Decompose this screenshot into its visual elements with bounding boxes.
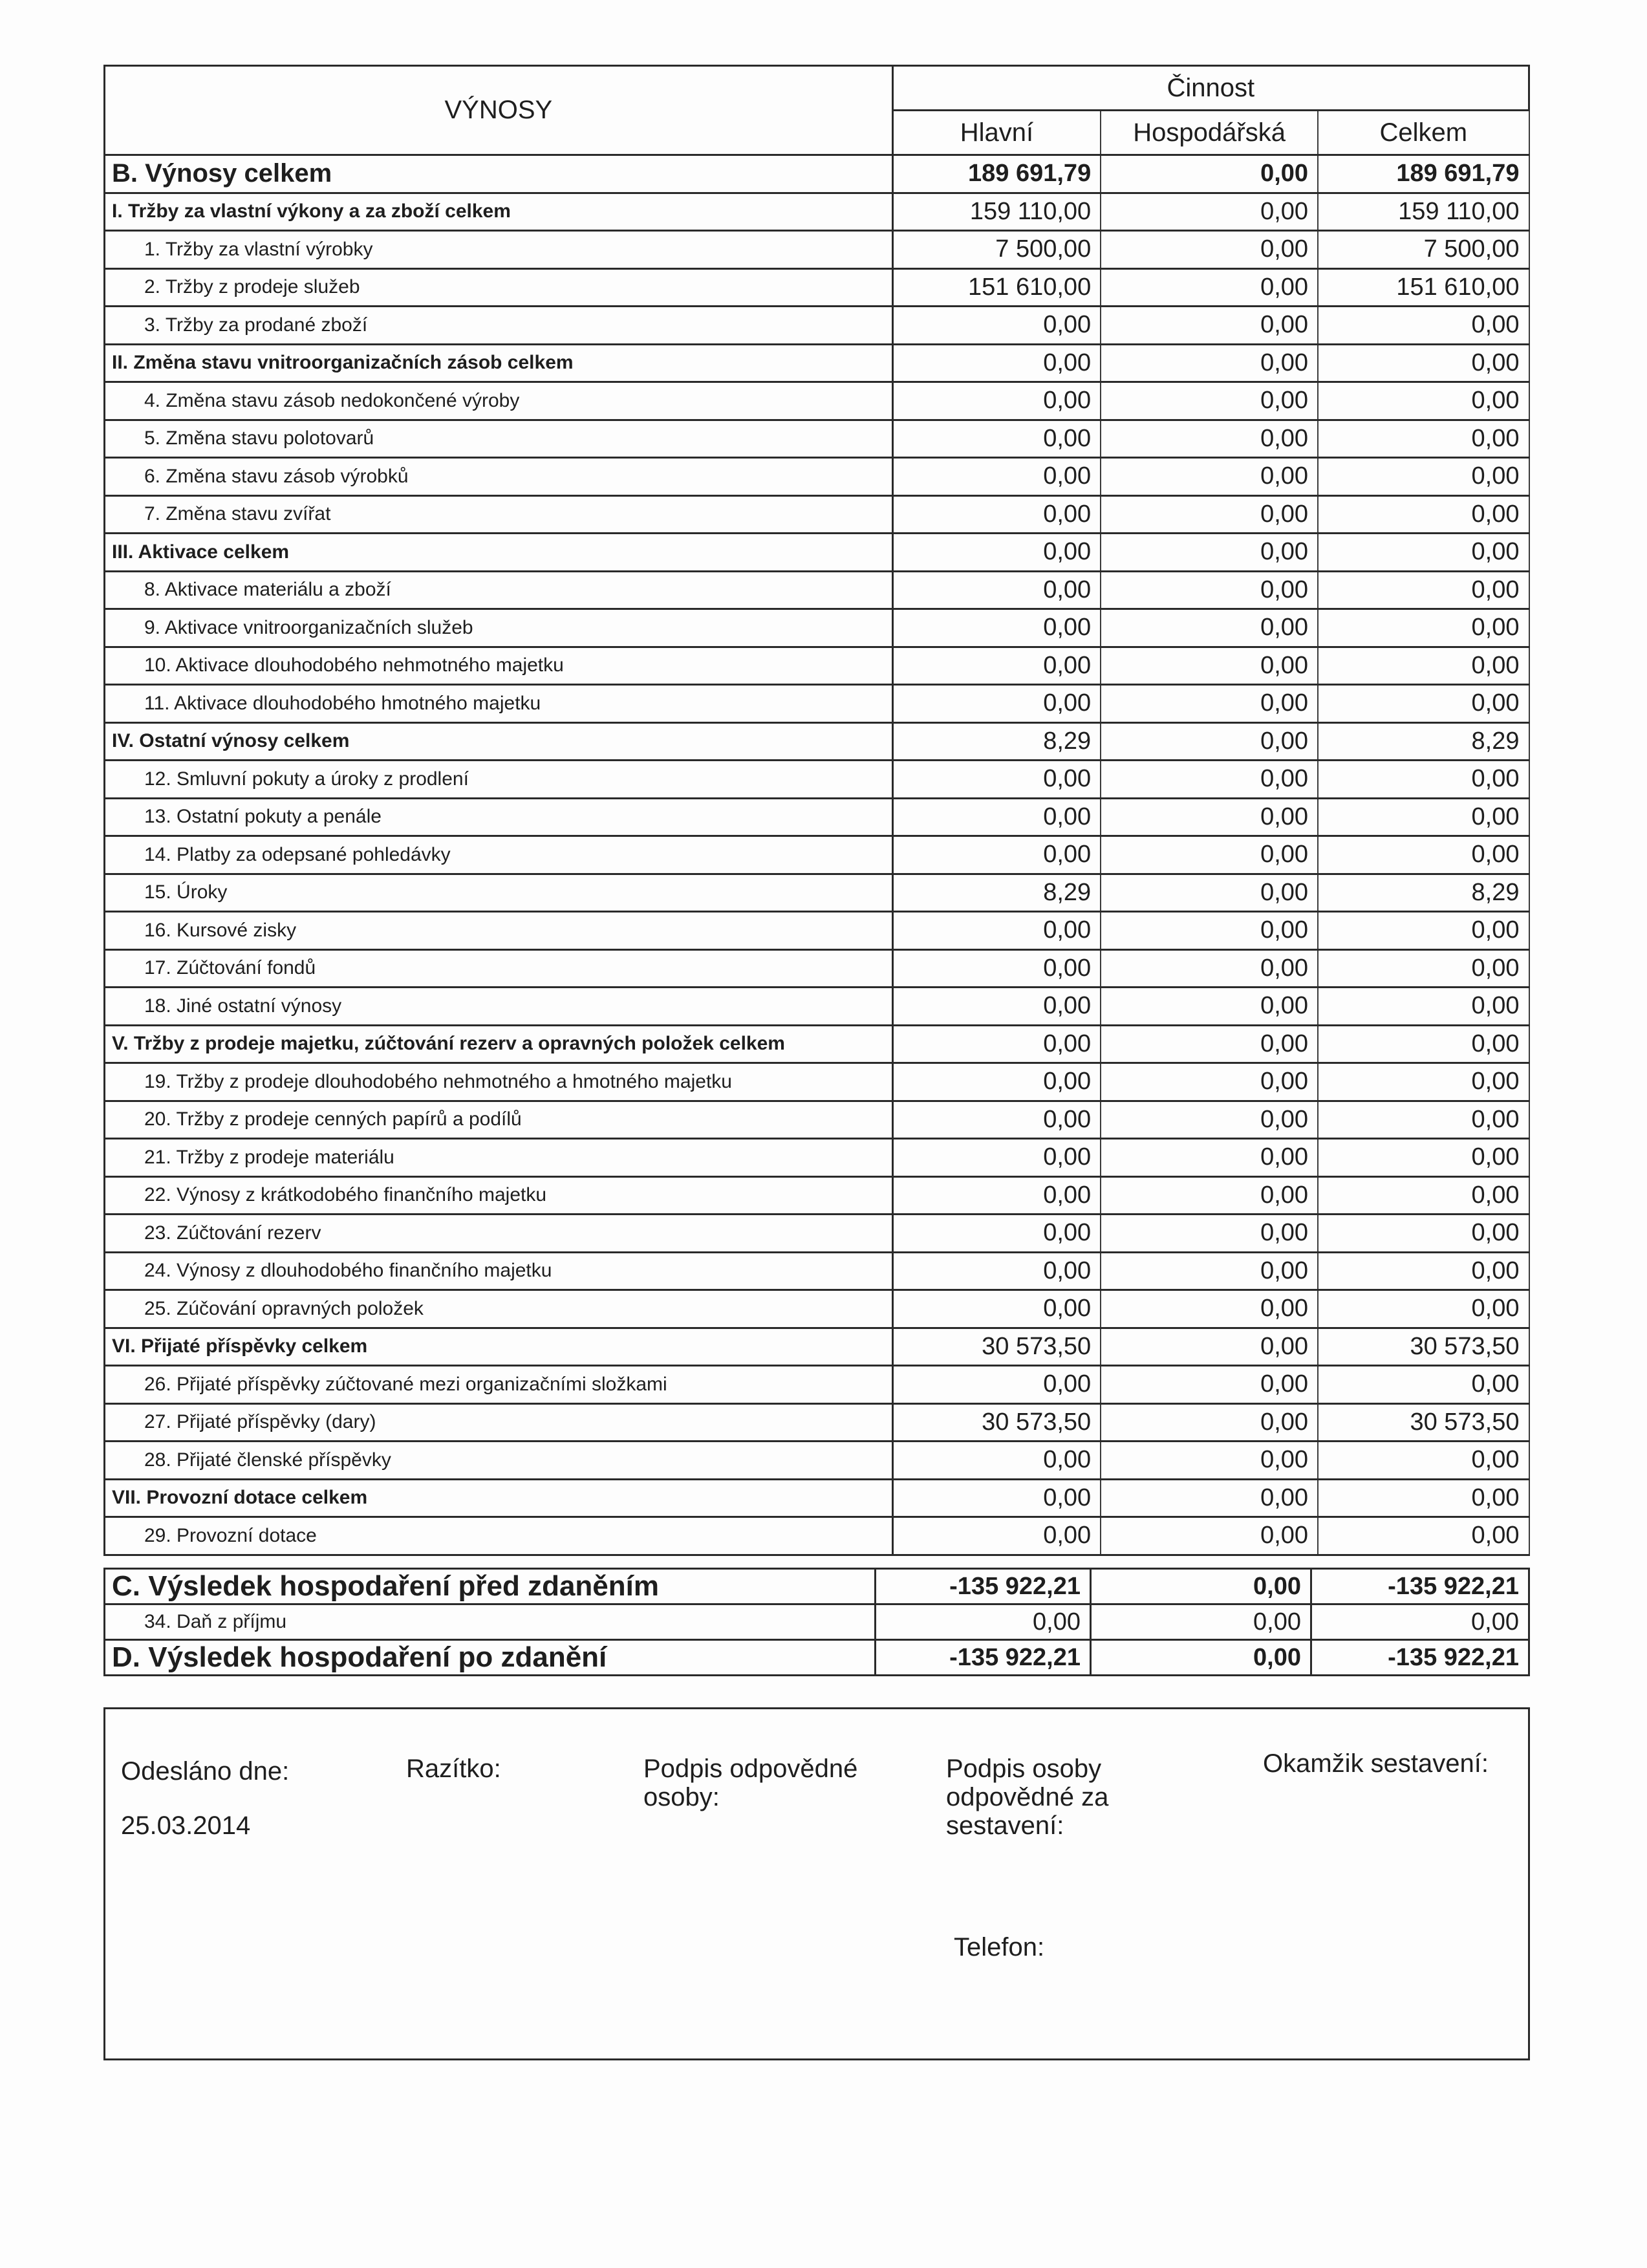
value-main: 0,00 (892, 382, 1101, 420)
value-economic: 0,00 (1101, 912, 1318, 950)
value-total: 189 691,79 (1318, 155, 1529, 193)
value-total: 8,29 (1318, 874, 1529, 912)
value-total: 0,00 (1318, 1442, 1529, 1480)
table-row (105, 344, 1529, 382)
table-row (105, 609, 1529, 647)
table-row (105, 193, 1529, 231)
value-main: 0,00 (892, 798, 1101, 836)
table-row (105, 495, 1529, 534)
value-economic: 0,00 (1101, 1517, 1318, 1555)
row-label: 12. Smluvní pokuty a úroky z prodlení (105, 761, 893, 799)
value-main: 0,00 (892, 571, 1101, 609)
row-label: 16. Kursové zisky (105, 912, 893, 950)
row-label: 24. Výnosy z dlouhodobého finančního majetku (105, 1252, 893, 1290)
row-label: B. Výnosy celkem (105, 155, 893, 193)
value-economic: 0,00 (1101, 307, 1318, 345)
row-label: 22. Výnosy z krátkodobého finančního majetku (105, 1176, 893, 1215)
table-row (105, 1442, 1529, 1480)
row-label: 14. Platby za odepsané pohledávky (105, 836, 893, 874)
value-total: 0,00 (1318, 420, 1529, 458)
value-main: -135 922,21 (876, 1640, 1091, 1676)
value-main: 0,00 (892, 458, 1101, 496)
value-total: 0,00 (1318, 1101, 1529, 1139)
row-label: 4. Změna stavu zásob nedokončené výroby (105, 382, 893, 420)
row-label: 21. Tržby z prodeje materiálu (105, 1139, 893, 1177)
responsible-signature-label: Podpis odpovědné osoby: (643, 1755, 858, 1811)
table-row (105, 1176, 1529, 1215)
table-row (105, 1215, 1529, 1253)
value-economic: 0,00 (1101, 1479, 1318, 1517)
value-economic: 0,00 (1101, 1025, 1318, 1063)
value-total: 0,00 (1318, 307, 1529, 345)
row-label: 9. Aktivace vnitroorganizačních služeb (105, 609, 893, 647)
value-economic: 0,00 (1101, 193, 1318, 231)
row-label: 1. Tržby za vlastní výrobky (105, 231, 893, 269)
value-economic: 0,00 (1101, 949, 1318, 988)
value-main: 0,00 (892, 1252, 1101, 1290)
table-row (105, 1025, 1529, 1063)
table-row (105, 1252, 1529, 1290)
value-main: -135 922,21 (876, 1569, 1091, 1604)
value-main: 0,00 (892, 420, 1101, 458)
value-main: 0,00 (892, 949, 1101, 988)
value-total: 30 573,50 (1318, 1328, 1529, 1366)
table-row (105, 874, 1529, 912)
row-label: III. Aktivace celkem (105, 534, 893, 572)
column-header-total: Celkem (1318, 111, 1529, 155)
value-total: 0,00 (1318, 912, 1529, 950)
value-main: 0,00 (892, 1063, 1101, 1101)
value-total: 0,00 (1318, 761, 1529, 799)
value-main: 0,00 (892, 1101, 1101, 1139)
value-economic: 0,00 (1101, 1328, 1318, 1366)
column-header-economic: Hospodářská (1101, 111, 1318, 155)
phone-label: Telefon: (954, 1933, 1045, 1961)
value-total: 7 500,00 (1318, 231, 1529, 269)
section-title: VÝNOSY (105, 66, 893, 155)
value-economic: 0,00 (1101, 798, 1318, 836)
table-row (105, 912, 1529, 950)
row-label: 34. Daň z příjmu (105, 1604, 876, 1640)
value-economic: 0,00 (1091, 1640, 1311, 1676)
value-economic: 0,00 (1091, 1569, 1311, 1604)
row-label: II. Změna stavu vnitroorganizačních zásob celkem (105, 344, 893, 382)
row-label: 18. Jiné ostatní výnosy (105, 988, 893, 1026)
value-total: 0,00 (1318, 1215, 1529, 1253)
table-row (105, 1604, 1529, 1640)
row-label: I. Tržby za vlastní výkony a za zboží celkem (105, 193, 893, 231)
column-header-main: Hlavní (892, 111, 1101, 155)
sent-date-value: 25.03.2014 (121, 1811, 251, 1840)
table-row (105, 1290, 1529, 1328)
value-total: 0,00 (1318, 949, 1529, 988)
value-total: 0,00 (1318, 1025, 1529, 1063)
table-row (105, 1479, 1529, 1517)
value-main: 0,00 (892, 1442, 1101, 1480)
value-economic: 0,00 (1101, 1403, 1318, 1442)
row-label: VI. Přijaté příspěvky celkem (105, 1328, 893, 1366)
row-label: 7. Změna stavu zvířat (105, 495, 893, 534)
row-label: 28. Přijaté členské příspěvky (105, 1442, 893, 1480)
value-total: 0,00 (1318, 609, 1529, 647)
table-row (105, 1569, 1529, 1604)
table-row (105, 382, 1529, 420)
row-label: 20. Tržby z prodeje cenných papírů a podílů (105, 1101, 893, 1139)
value-economic: 0,00 (1101, 534, 1318, 572)
value-main: 0,00 (892, 1517, 1101, 1555)
value-main: 0,00 (892, 1025, 1101, 1063)
value-economic: 0,00 (1101, 268, 1318, 307)
value-economic: 0,00 (1101, 495, 1318, 534)
value-main: 8,29 (892, 722, 1101, 761)
value-main: 189 691,79 (892, 155, 1101, 193)
value-total: 0,00 (1311, 1604, 1529, 1640)
value-total: 0,00 (1318, 647, 1529, 685)
stamp-label: Razítko: (406, 1755, 501, 1783)
signature-section (103, 1707, 1530, 2060)
revenue-rows (105, 155, 1529, 1555)
table-row (105, 155, 1529, 193)
result-rows (105, 1569, 1529, 1676)
value-economic: 0,00 (1101, 382, 1318, 420)
value-main: 0,00 (892, 1479, 1101, 1517)
value-total: 8,29 (1318, 722, 1529, 761)
value-economic: 0,00 (1101, 1290, 1318, 1328)
value-main: 151 610,00 (892, 268, 1101, 307)
value-economic: 0,00 (1101, 874, 1318, 912)
value-total: 0,00 (1318, 1252, 1529, 1290)
value-economic: 0,00 (1101, 571, 1318, 609)
value-economic: 0,00 (1101, 722, 1318, 761)
value-main: 0,00 (892, 1366, 1101, 1404)
row-label: 11. Aktivace dlouhodobého hmotného majetku (105, 685, 893, 723)
row-label: IV. Ostatní výnosy celkem (105, 722, 893, 761)
value-main: 0,00 (892, 1215, 1101, 1253)
value-total: 0,00 (1318, 836, 1529, 874)
table-row (105, 1328, 1529, 1366)
value-total: -135 922,21 (1311, 1640, 1529, 1676)
row-label: V. Tržby z prodeje majetku, zúčtování rezerv a opravných položek celkem (105, 1025, 893, 1063)
table-row (105, 307, 1529, 345)
value-total: 0,00 (1318, 685, 1529, 723)
value-economic: 0,00 (1101, 1366, 1318, 1404)
value-total: 0,00 (1318, 1479, 1529, 1517)
value-main: 0,00 (892, 685, 1101, 723)
value-economic: 0,00 (1101, 685, 1318, 723)
value-economic: 0,00 (1091, 1604, 1311, 1640)
value-total: -135 922,21 (1311, 1569, 1529, 1604)
table-row (105, 231, 1529, 269)
value-main: 0,00 (892, 988, 1101, 1026)
value-economic: 0,00 (1101, 1101, 1318, 1139)
value-total: 0,00 (1318, 1063, 1529, 1101)
value-total: 0,00 (1318, 1290, 1529, 1328)
sent-date-label: Odesláno dne: (121, 1757, 290, 1786)
value-economic: 0,00 (1101, 420, 1318, 458)
row-label: 19. Tržby z prodeje dlouhodobého nehmotného a hmotného majetku (105, 1063, 893, 1101)
value-total: 151 610,00 (1318, 268, 1529, 307)
value-total: 0,00 (1318, 382, 1529, 420)
value-economic: 0,00 (1101, 1252, 1318, 1290)
value-main: 30 573,50 (892, 1403, 1101, 1442)
value-total: 0,00 (1318, 1366, 1529, 1404)
table-row (105, 571, 1529, 609)
table-row (105, 1640, 1529, 1676)
table-row (105, 1517, 1529, 1555)
table-row (105, 534, 1529, 572)
value-main: 0,00 (892, 344, 1101, 382)
value-total: 0,00 (1318, 1176, 1529, 1215)
value-total: 0,00 (1318, 1517, 1529, 1555)
table-row (105, 988, 1529, 1026)
value-main: 0,00 (892, 1139, 1101, 1177)
result-table (103, 1568, 1530, 1676)
row-label: 25. Zúčování opravných položek (105, 1290, 893, 1328)
row-label: 29. Provozní dotace (105, 1517, 893, 1555)
value-main: 0,00 (892, 1176, 1101, 1215)
row-label: 26. Přijaté příspěvky zúčtované mezi organizačními složkami (105, 1366, 893, 1404)
value-main: 0,00 (892, 609, 1101, 647)
value-total: 0,00 (1318, 571, 1529, 609)
value-total: 0,00 (1318, 458, 1529, 496)
table-row (105, 761, 1529, 799)
value-economic: 0,00 (1101, 647, 1318, 685)
value-economic: 0,00 (1101, 344, 1318, 382)
revenue-table (103, 65, 1530, 1556)
row-label: 3. Tržby za prodané zboží (105, 307, 893, 345)
table-row (105, 647, 1529, 685)
row-label: 10. Aktivace dlouhodobého nehmotného majetku (105, 647, 893, 685)
row-label: 13. Ostatní pokuty a penále (105, 798, 893, 836)
table-row (105, 949, 1529, 988)
value-main: 0,00 (892, 761, 1101, 799)
table-row (105, 420, 1529, 458)
compiled-at-label: Okamžik sestavení: (1263, 1749, 1489, 1778)
value-main: 0,00 (892, 307, 1101, 345)
value-economic: 0,00 (1101, 458, 1318, 496)
activity-group-header: Činnost (892, 66, 1529, 111)
value-main: 30 573,50 (892, 1328, 1101, 1366)
value-main: 8,29 (892, 874, 1101, 912)
row-label: 6. Změna stavu zásob výrobků (105, 458, 893, 496)
value-economic: 0,00 (1101, 609, 1318, 647)
row-label: 23. Zúčtování rezerv (105, 1215, 893, 1253)
table-row (105, 458, 1529, 496)
value-main: 0,00 (892, 1290, 1101, 1328)
table-row (105, 1139, 1529, 1177)
value-economic: 0,00 (1101, 1442, 1318, 1480)
value-total: 0,00 (1318, 495, 1529, 534)
row-label: 8. Aktivace materiálu a zboží (105, 571, 893, 609)
table-row (105, 836, 1529, 874)
value-main: 7 500,00 (892, 231, 1101, 269)
value-economic: 0,00 (1101, 1176, 1318, 1215)
table-row (105, 1101, 1529, 1139)
value-main: 0,00 (892, 495, 1101, 534)
table-row (105, 1403, 1529, 1442)
compiler-signature-label: Podpis osoby odpovědné za sestavení: (946, 1755, 1109, 1840)
row-label: 2. Tržby z prodeje služeb (105, 268, 893, 307)
table-row (105, 722, 1529, 761)
value-main: 0,00 (876, 1604, 1091, 1640)
value-economic: 0,00 (1101, 155, 1318, 193)
value-total: 30 573,50 (1318, 1403, 1529, 1442)
value-main: 159 110,00 (892, 193, 1101, 231)
row-label: C. Výsledek hospodaření před zdaněním (105, 1569, 876, 1604)
table-row (105, 268, 1529, 307)
value-total: 0,00 (1318, 1139, 1529, 1177)
value-economic: 0,00 (1101, 988, 1318, 1026)
value-economic: 0,00 (1101, 836, 1318, 874)
row-label: 15. Úroky (105, 874, 893, 912)
value-main: 0,00 (892, 534, 1101, 572)
table-row (105, 685, 1529, 723)
value-total: 0,00 (1318, 344, 1529, 382)
value-economic: 0,00 (1101, 1139, 1318, 1177)
row-label: 5. Změna stavu polotovarů (105, 420, 893, 458)
value-main: 0,00 (892, 912, 1101, 950)
value-total: 0,00 (1318, 988, 1529, 1026)
value-total: 0,00 (1318, 534, 1529, 572)
value-economic: 0,00 (1101, 1215, 1318, 1253)
row-label: 27. Přijaté příspěvky (dary) (105, 1403, 893, 1442)
value-economic: 0,00 (1101, 231, 1318, 269)
value-main: 0,00 (892, 836, 1101, 874)
table-row (105, 798, 1529, 836)
value-economic: 0,00 (1101, 1063, 1318, 1101)
row-label: 17. Zúčtování fondů (105, 949, 893, 988)
value-main: 0,00 (892, 647, 1101, 685)
value-total: 159 110,00 (1318, 193, 1529, 231)
value-economic: 0,00 (1101, 761, 1318, 799)
row-label: VII. Provozní dotace celkem (105, 1479, 893, 1517)
table-row (105, 1366, 1529, 1404)
value-total: 0,00 (1318, 798, 1529, 836)
table-row (105, 1063, 1529, 1101)
row-label: D. Výsledek hospodaření po zdanění (105, 1640, 876, 1676)
